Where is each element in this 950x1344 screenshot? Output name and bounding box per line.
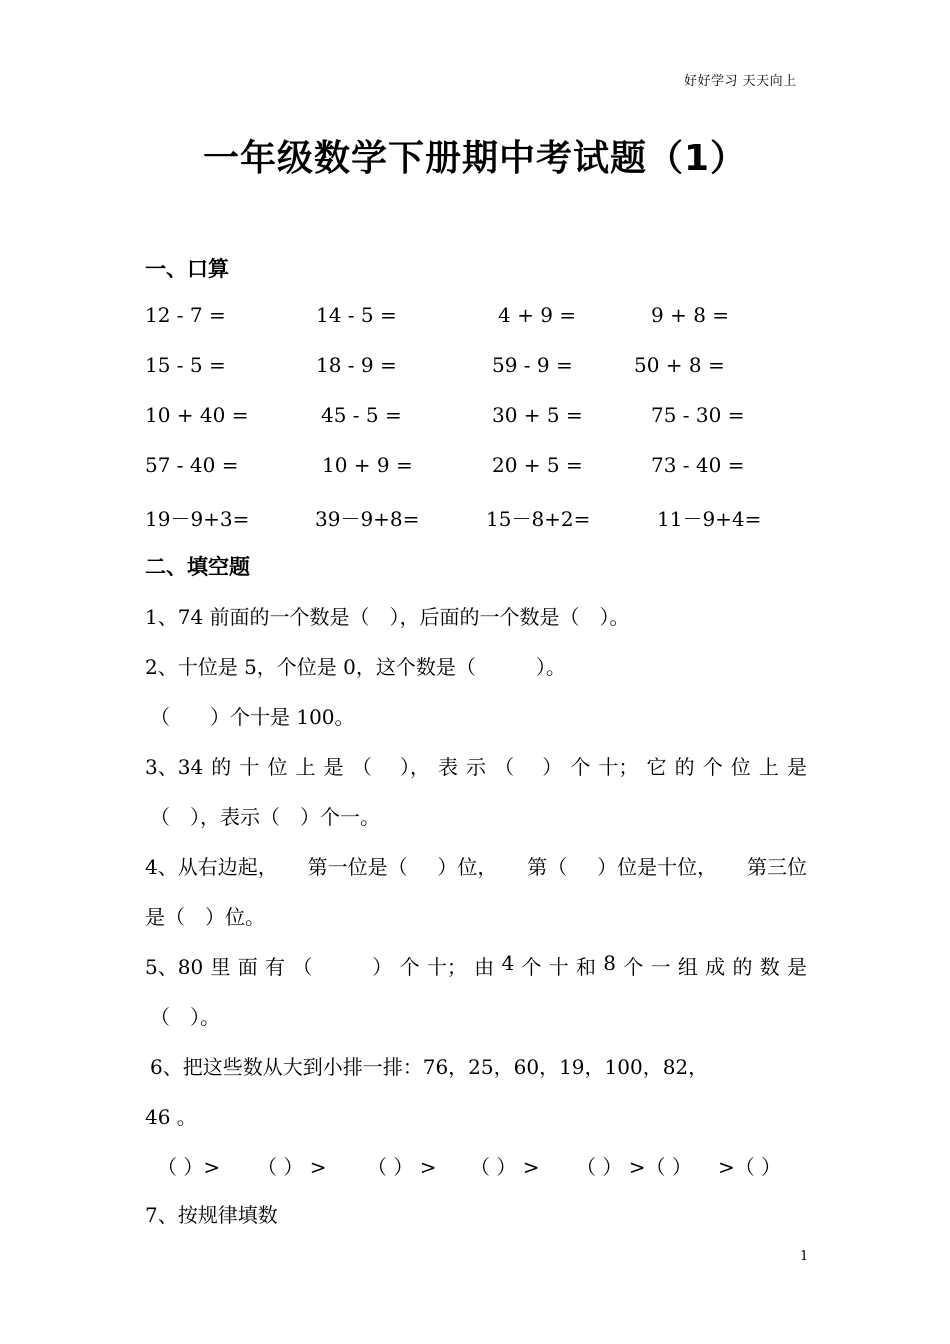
text-segment: 5、80 (145, 955, 204, 979)
text-segment: 数 (759, 955, 780, 979)
header-motto: 好好学习 天天向上 (684, 74, 797, 89)
text-segment: ）位， (437, 855, 498, 879)
question-6-answer-blanks: （ ） > (470, 1155, 540, 1179)
text-segment: 示 (466, 755, 487, 779)
question-4 (145, 851, 807, 880)
text-segment: 面 (237, 955, 258, 979)
text-segment: 的 (674, 755, 695, 779)
text-segment: 个 (570, 755, 591, 779)
calc-item: 12 - 7 = (145, 303, 226, 327)
text-segment: 一 (650, 955, 671, 979)
calc-item: 50 + 8 = (634, 353, 725, 377)
calc-item: 14 - 5 = (316, 303, 397, 327)
text-segment: 4、从右边起， (145, 855, 278, 879)
text-segment: 由 (474, 955, 495, 979)
question-6-answer-blanks: >（ ） (718, 1155, 782, 1179)
calc-item: 19－9+3= (145, 507, 250, 531)
text-segment: （ (494, 755, 535, 779)
text-segment: 里 (210, 955, 231, 979)
calc-item: 11－9+4= (657, 507, 762, 531)
calc-item: 30 + 5 = (492, 403, 583, 427)
question-2: 2、十位是 5，个位是 0，这个数是（ ）。 (145, 655, 566, 679)
text-segment: （ ） (292, 955, 393, 979)
question-3-continued: （ ），表示（ ）个一。 (150, 805, 380, 829)
text-segment: 它 (646, 755, 667, 779)
calc-item: 45 - 5 = (321, 403, 402, 427)
calc-item: 39－9+8= (315, 507, 420, 531)
text-segment: 3、34 (145, 755, 204, 779)
question-7: 7、按规律填数 (145, 1203, 278, 1227)
text-segment: 的 (211, 755, 232, 779)
calc-item: 9 + 8 = (651, 303, 730, 327)
question-6-answer-blanks: （ ） > (257, 1155, 327, 1179)
question-6-answer-blanks: （ ） > (367, 1155, 437, 1179)
question-6-continued: 46 。 (145, 1105, 197, 1129)
text-segment: 成 (705, 955, 726, 979)
text-segment: 十 (239, 755, 260, 779)
page-number: 1 (800, 1249, 809, 1264)
question-4-continued: 是（ ）位。 (145, 905, 265, 929)
calc-item: 15 - 5 = (145, 353, 226, 377)
question-3 (145, 751, 807, 780)
question-6-answer-blanks: （ ） >（ ） (576, 1155, 692, 1179)
calc-item: 20 + 5 = (492, 453, 583, 477)
text-segment: 是 (323, 755, 344, 779)
text-segment: （ (351, 755, 392, 779)
question-5 (145, 951, 807, 980)
text-segment: 个 (521, 955, 542, 979)
question-1: 1、74 前面的一个数是（ ），后面的一个数是（ ）。 (145, 605, 630, 629)
calc-item: 10 + 9 = (322, 453, 413, 477)
text-segment: 上 (758, 755, 779, 779)
question-6-answer-blanks: （ ）> (157, 1155, 221, 1179)
text-segment: 组 (677, 955, 698, 979)
text-segment: 和 (576, 955, 597, 979)
calc-item: 18 - 9 = (316, 353, 397, 377)
question-6: 6、把这些数从大到小排一排：76，25，60，19，100，82， (150, 1055, 709, 1079)
text-segment: 上 (295, 755, 316, 779)
text-segment: 十； (598, 755, 639, 779)
text-segment: 是 (787, 955, 807, 979)
calc-item: 73 - 40 = (651, 453, 745, 477)
text-segment: ） (542, 755, 563, 779)
text-segment: 第一位是（ (307, 855, 408, 879)
text-segment: 表 (437, 755, 458, 779)
text-segment: 有 (265, 955, 286, 979)
text-segment: 十 (548, 955, 569, 979)
text-segment: 个 (623, 955, 644, 979)
section-heading-fill-blank: 二、填空题 (145, 555, 250, 579)
calc-item: 75 - 30 = (651, 403, 745, 427)
calc-item: 15－8+2= (486, 507, 591, 531)
calc-item: 57 - 40 = (145, 453, 239, 477)
text-segment: 个 (702, 755, 723, 779)
text-segment: 十； (426, 955, 467, 979)
text-segment: 8 (603, 951, 617, 975)
text-segment: ）位是十位， (597, 855, 718, 879)
text-segment: 位 (267, 755, 288, 779)
text-segment: 4 (501, 951, 515, 975)
text-segment: 第三位 (746, 855, 807, 879)
question-5-continued: （ ）。 (150, 1005, 220, 1029)
calc-item: 59 - 9 = (492, 353, 573, 377)
text-segment: 的 (732, 955, 753, 979)
text-segment: 是 (786, 755, 807, 779)
calc-item: 10 + 40 = (145, 403, 249, 427)
calc-item: 4 + 9 = (498, 303, 577, 327)
page-title: 一年级数学下册期中考试题（1） (202, 138, 748, 179)
text-segment: ）， (399, 755, 430, 779)
text-segment: 个 (399, 955, 420, 979)
section-heading-oral-calc: 一、口算 (145, 257, 229, 281)
question-2-continued: （ ）个十是 100。 (150, 705, 355, 729)
text-segment: 位 (730, 755, 751, 779)
text-segment: 第（ (527, 855, 568, 879)
